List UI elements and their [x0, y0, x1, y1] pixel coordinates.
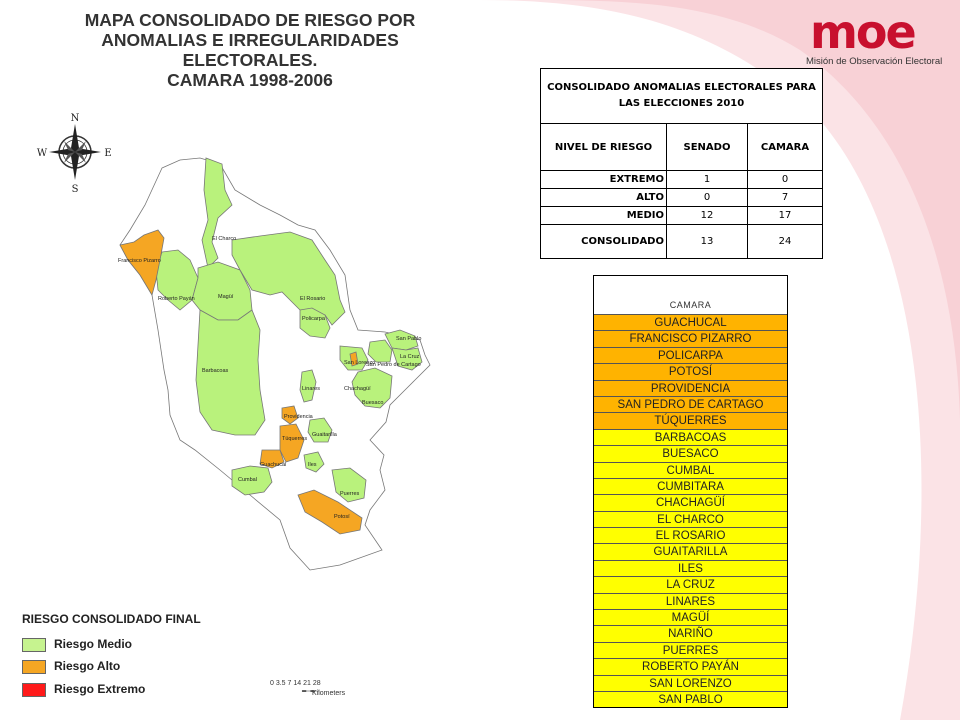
list-item: LA CRUZ [594, 576, 787, 592]
label-francisco-pizarro: Francisco Pizarro [118, 258, 161, 264]
list-item: NARIÑO [594, 625, 787, 641]
row-level: MEDIO [541, 207, 667, 225]
table-row [541, 171, 823, 189]
label-potosi: Potosí [334, 514, 350, 520]
label-providencia: Providencia [284, 414, 313, 420]
label-roberto-payan: Roberto Payán [158, 296, 195, 302]
label-guaitarilla: Guaitarilla [312, 432, 337, 438]
header-nivel: NIVEL DE RIESGO [541, 124, 667, 171]
map-title [40, 10, 460, 90]
list-item: FRANCISCO PIZARRO [594, 330, 787, 346]
header-senado: SENADO [667, 124, 748, 171]
legend-swatch [22, 683, 46, 697]
compass-w: W [36, 148, 48, 159]
label-san-pablo: San Pablo [396, 336, 422, 342]
list-item: EL ROSARIO [594, 527, 787, 543]
table-caption: CONSOLIDADO ANOMALIAS ELECTORALES PARA LAS ELECCIONES 2010 [541, 69, 823, 124]
row-level: EXTREMO [541, 171, 667, 189]
legend-swatch [22, 638, 46, 652]
list-header: CAMARA [669, 300, 712, 310]
label-magui: Magüí [218, 294, 234, 300]
label-san-pedro: San Pedro de Cartago [366, 362, 421, 368]
list-item: BARBACOAS [594, 429, 787, 445]
label-buesaco: Buesaco [362, 400, 384, 406]
label-puerres: Puerres [340, 491, 360, 497]
row-camara: 17 [748, 207, 823, 225]
label-cumbal: Cumbal [238, 477, 257, 483]
label-linares: Linares [302, 386, 321, 392]
row-camara: 7 [748, 189, 823, 207]
row-senado: 0 [667, 189, 748, 207]
label-la-cruz: La Cruz [400, 354, 420, 360]
list-item: ILES [594, 560, 787, 576]
list-item: CUMBAL [594, 462, 787, 478]
list-item: BUESACO [594, 445, 787, 461]
row-senado: 12 [667, 207, 748, 225]
row-camara: 0 [748, 171, 823, 189]
table-row [541, 189, 823, 207]
narino-risk-map [100, 150, 450, 600]
compass-n: N [70, 113, 80, 124]
title-line-1: MAPA CONSOLIDADO DE RIESGO POR [84, 10, 416, 30]
title-line-2: ANOMALIAS E IRREGULARIDADES ELECTORALES. [101, 30, 399, 70]
legend-label: Riesgo Medio [54, 637, 133, 651]
list-item: POLICARPA [594, 347, 787, 363]
title-line-3: CAMARA 1998-2006 [167, 70, 333, 90]
list-item: EL CHARCO [594, 511, 787, 527]
legend-swatch [22, 660, 46, 674]
label-chachagui: Chachagüí [344, 386, 371, 392]
legend-title: RIESGO CONSOLIDADO FINAL [22, 612, 201, 626]
label-tuquerres: Túquerres [282, 436, 308, 442]
header-camara: CAMARA [748, 124, 823, 171]
list-item: GUAITARILLA [594, 543, 787, 559]
row-level: ALTO [541, 189, 667, 207]
list-item: PUERRES [594, 642, 787, 658]
scale-numbers: 0 3.5 7 14 21 28 [270, 680, 321, 687]
list-item: CUMBITARA [594, 478, 787, 494]
table-row [541, 207, 823, 225]
label-el-charco: El Charco [212, 236, 237, 242]
list-item: MAGÜÍ [594, 609, 787, 625]
legend-label: Riesgo Extremo [54, 682, 146, 696]
list-item: POTOSÍ [594, 363, 787, 379]
row-senado: 1 [667, 171, 748, 189]
legend-label: Riesgo Alto [54, 659, 121, 673]
compass-s: S [71, 184, 79, 195]
row-camara: 24 [748, 225, 823, 259]
list-item: PROVIDENCIA [594, 380, 787, 396]
list-item: SAN PEDRO DE CARTAGO [594, 396, 787, 412]
label-iles: Iles [308, 462, 317, 468]
moe-logo-mark: moe [810, 5, 915, 59]
row-level: CONSOLIDADO [541, 225, 667, 259]
table-row [541, 225, 823, 259]
moe-logo [800, 5, 960, 70]
list-item: ROBERTO PAYÁN [594, 658, 787, 674]
list-item: SAN PABLO [594, 691, 787, 707]
list-item: CHACHAGÜÍ [594, 494, 787, 510]
label-policarpa: Policarpa [302, 316, 325, 322]
label-barbacoas: Barbacoas [202, 368, 229, 374]
list-item: TÚQUERRES [594, 412, 787, 428]
list-item: LINARES [594, 593, 787, 609]
label-guachucal: Guachucal [260, 462, 287, 468]
list-item: SAN LORENZO [594, 675, 787, 691]
moe-logo-subtitle: Misión de Observación Electoral [806, 56, 943, 67]
scale-unit: Kilometers [312, 690, 346, 697]
label-san-lorenzo: San Lorenzo [344, 360, 376, 366]
list-item: GUACHUCAL [594, 314, 787, 330]
row-senado: 13 [667, 225, 748, 259]
camara-municipality-list [593, 275, 788, 708]
compass-e: E [104, 148, 112, 159]
anomalies-summary-table [540, 68, 823, 259]
label-el-rosario: El Rosario [300, 296, 326, 302]
